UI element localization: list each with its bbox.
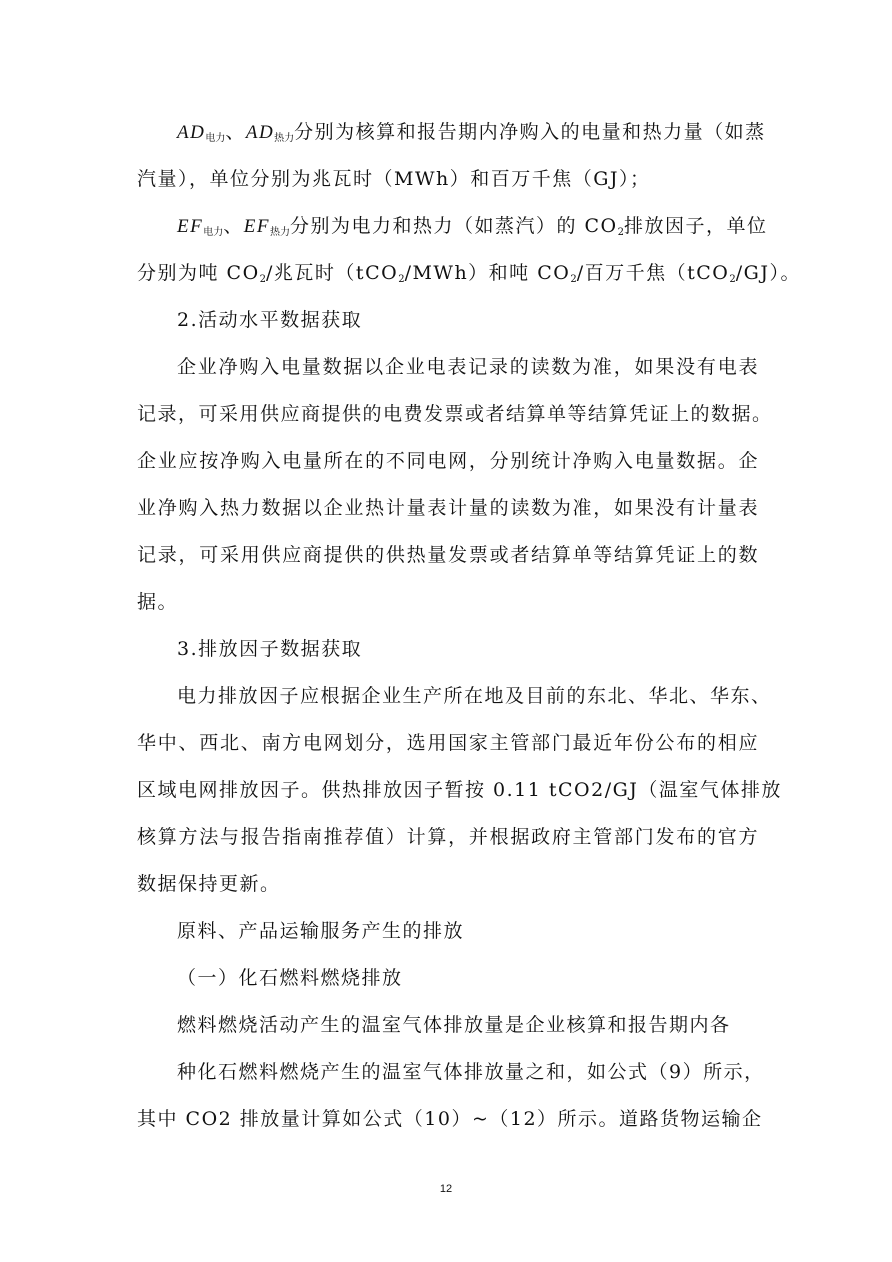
- paragraph-line: 燃料燃烧活动产生的温室气体排放量是企业核算和报告期内各: [177, 1014, 731, 1036]
- paragraph-line: 企业应按净购入电量所在的不同电网，分别统计净购入电量数据。企: [137, 450, 759, 472]
- ef-definition-line-2: 分别为吨 $CO_2/$兆瓦时（tCO$_2$/MWh）和吨 $CO_2/$百万千焦（tCO$_2$/GJ）。: [137, 262, 801, 285]
- paragraph-line: 电力排放因子应根据企业生产所在地及目前的东北、华北、华东、: [177, 685, 772, 707]
- paragraph-line: 据。: [137, 591, 179, 613]
- paragraph-line: 华中、西北、南方电网划分，选用国家主管部门最近年份公布的相应: [137, 732, 759, 754]
- ef-definition-line-1: $EF_{电力}$、$EF_{热力}$分别为电力和热力（如蒸汽）的 $CO_2$排放因子，单位: [177, 215, 768, 238]
- ad-subscript-heat: 热力: [274, 133, 295, 144]
- paragraph-line: 核算方法与报告指南推荐值）计算，并根据政府主管部门发布的官方: [137, 826, 759, 848]
- paragraph-line: 业净购入热力数据以企业热计量表计量的读数为准，如果没有计量表: [137, 497, 759, 519]
- ad-definition-text: 分别为核算和报告期内净购入的电量和热力量（如蒸: [294, 121, 766, 143]
- ad-variable: AD: [177, 122, 206, 143]
- paragraph-line: 种化石燃料燃烧产生的温室气体排放量之和，如公式（9）所示，: [177, 1061, 765, 1083]
- section-heading-transport: 原料、产品运输服务产生的排放: [177, 920, 465, 942]
- ad-subscript-power: 电力: [205, 133, 226, 144]
- ef-variable: EF: [243, 216, 270, 237]
- ef-variable: EF: [177, 216, 204, 237]
- paragraph-line: 其中 CO2 排放量计算如公式（10）~（12）所示。道路货物运输企: [137, 1108, 763, 1130]
- ad-definition-line-2: 汽量），单位分别为兆瓦时（MWh）和百万千焦（GJ）；: [137, 168, 651, 190]
- subsection-heading-fossil-fuel: （一）化石燃料燃烧排放: [177, 967, 403, 989]
- co2-subscript: 2: [617, 227, 624, 238]
- paragraph-line: 记录，可采用供应商提供的电费发票或者结算单等结算凭证上的数据。: [137, 403, 773, 425]
- ad-variable: AD: [245, 122, 275, 143]
- section-heading-emission-factor: 3.排放因子数据获取: [177, 638, 363, 660]
- paragraph-line: 数据保持更新。: [137, 873, 281, 895]
- paragraph-line: 记录，可采用供应商提供的供热量发票或者结算单等结算凭证上的数: [137, 544, 759, 566]
- paragraph-line: 企业净购入电量数据以企业电表记录的读数为准，如果没有电表: [177, 356, 759, 378]
- section-heading-activity-data: 2.活动水平数据获取: [177, 309, 363, 331]
- page-number: 12: [439, 1183, 453, 1195]
- ef-subscript-power: 电力: [203, 227, 224, 238]
- paragraph-line: 区域电网排放因子。供热排放因子暂按 0.11 tCO2/GJ（温室气体排放: [137, 779, 782, 801]
- ad-definition-line-1: $AD_{电力}$、$AD_{热力}$分别为核算和报告期内净购入的电量和热力量（如蒸: [177, 121, 766, 144]
- ef-subscript-heat: 热力: [269, 227, 290, 238]
